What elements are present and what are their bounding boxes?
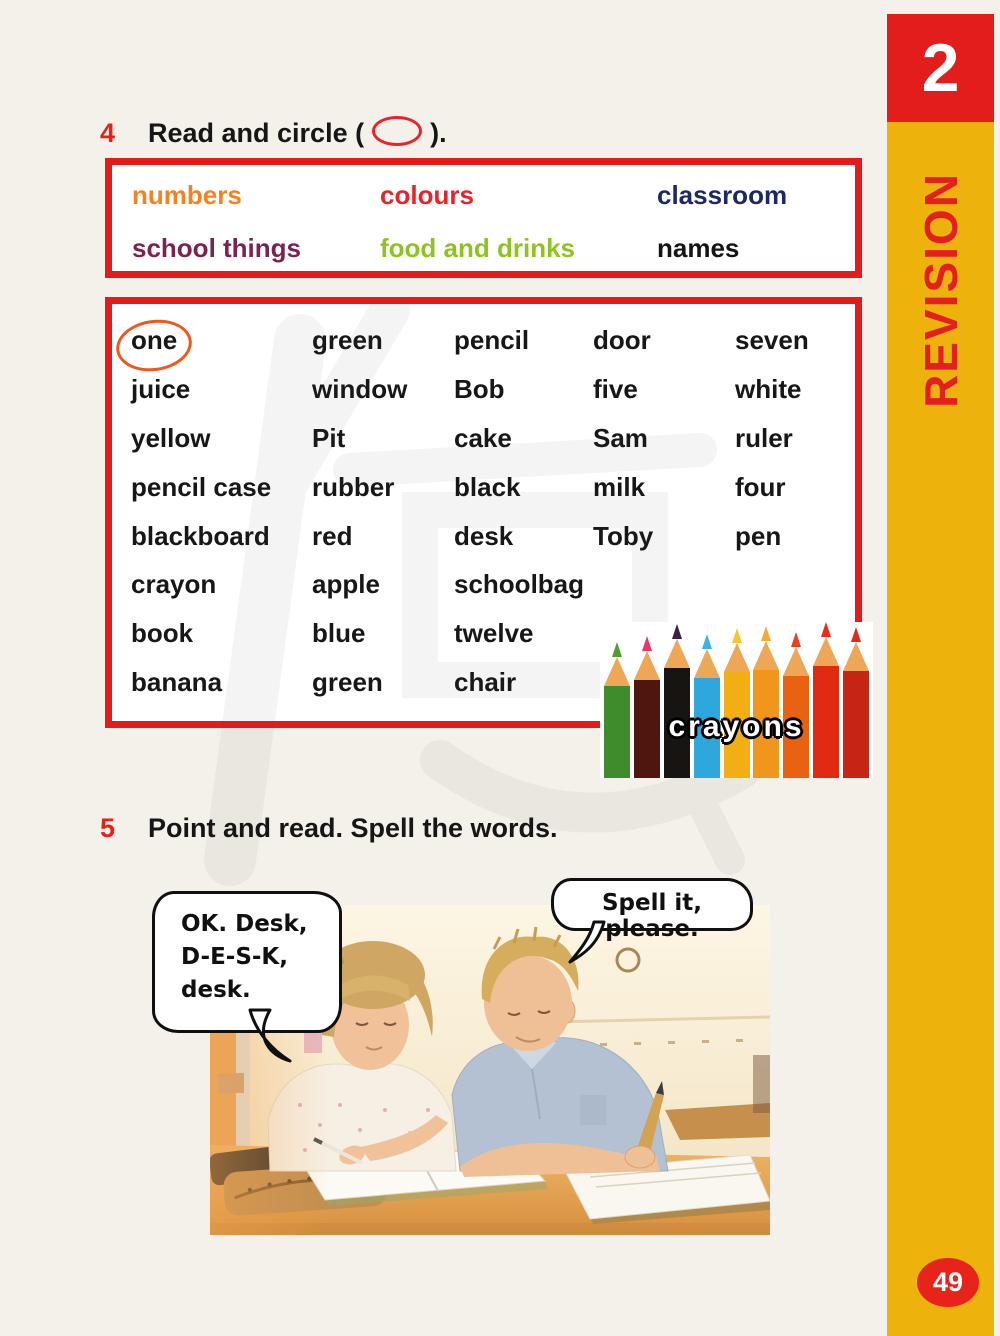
speech-line: D-E-S-K, [181, 944, 288, 970]
word-blue: blue [312, 618, 366, 649]
word-Sam: Sam [593, 422, 648, 453]
word-red: red [312, 520, 353, 551]
categories-box [105, 158, 862, 278]
word-green: green [312, 667, 383, 698]
word-book: book [131, 618, 194, 649]
crayon-pencil [812, 622, 840, 778]
exercise4-title-after: ). [430, 118, 447, 148]
speech-line: OK. Desk, [181, 911, 308, 937]
word-desk: desk [454, 520, 514, 551]
crayons-picture [600, 622, 873, 778]
word-rubber: rubber [312, 471, 395, 502]
speech-line: Spell it, please. [601, 890, 703, 942]
word-Pit: Pit [312, 422, 346, 453]
category-colours: colours [380, 180, 474, 210]
pencil-row [600, 622, 873, 778]
crayons-caption: crayons [668, 710, 805, 743]
word-door: door [593, 325, 651, 355]
exercise5-number: 5 [100, 813, 116, 843]
word-white: white [735, 373, 802, 404]
word-empty [735, 569, 855, 618]
category-names: names [657, 233, 740, 263]
word-pencil: pencil [454, 325, 530, 355]
category-classroom: classroom [657, 180, 788, 210]
word-milk: milk [593, 471, 646, 502]
revision-banner [887, 140, 994, 440]
word-twelve: twelve [454, 618, 534, 649]
crayon-pencil [723, 622, 751, 778]
revision-label: REVISION [914, 172, 967, 408]
category-numbers: numbers [132, 180, 242, 210]
word-pencil-case: pencil case [131, 471, 272, 502]
word-yellow: yellow [131, 422, 211, 453]
unit-number-badge [887, 14, 994, 122]
category-school-things: school things [132, 233, 301, 263]
exercise4-number: 4 [100, 118, 116, 148]
crayon-pencil [693, 622, 721, 778]
word-apple: apple [312, 569, 380, 600]
word-blackboard: blackboard [131, 520, 270, 551]
word-black: black [454, 471, 521, 502]
word-empty [593, 569, 735, 618]
exercise5-title: Point and read. Spell the words. [148, 813, 558, 843]
word-one: one [131, 325, 178, 355]
exercise4-header [100, 116, 447, 149]
crayon-pencil [603, 622, 631, 778]
word-banana: banana [131, 667, 223, 698]
crayon-pencil [663, 622, 691, 778]
word-schoolbag: schoolbag [454, 569, 585, 600]
exercise5-header [100, 813, 558, 844]
unit-number: 2 [921, 30, 960, 106]
word-crayon: crayon [131, 569, 217, 600]
crayon-pencil [633, 622, 661, 778]
page-number-badge [917, 1258, 979, 1307]
word-seven: seven [735, 325, 809, 355]
category-food-and-drinks: food and drinks [380, 233, 575, 263]
crayon-pencil [782, 622, 810, 778]
speech-tail-left [242, 1008, 294, 1064]
word-juice: juice [131, 373, 191, 404]
word-ruler: ruler [735, 422, 793, 453]
word-Toby: Toby [593, 520, 654, 551]
word-five: five [593, 373, 638, 404]
word-window: window [312, 373, 408, 404]
crayon-pencil [842, 622, 870, 778]
word-Bob: Bob [454, 373, 505, 404]
exercise4-title-before: Read and circle ( [148, 118, 365, 148]
crayon-pencil [752, 622, 780, 778]
word-green: green [312, 325, 383, 355]
speech-tail-right [566, 920, 608, 966]
speech-line: desk. [181, 977, 251, 1003]
page-number: 49 [932, 1267, 964, 1297]
word-chair: chair [454, 667, 517, 698]
word-pen: pen [735, 520, 782, 551]
word-cake: cake [454, 422, 512, 453]
circle-example-icon [372, 116, 422, 146]
word-four: four [735, 471, 786, 502]
